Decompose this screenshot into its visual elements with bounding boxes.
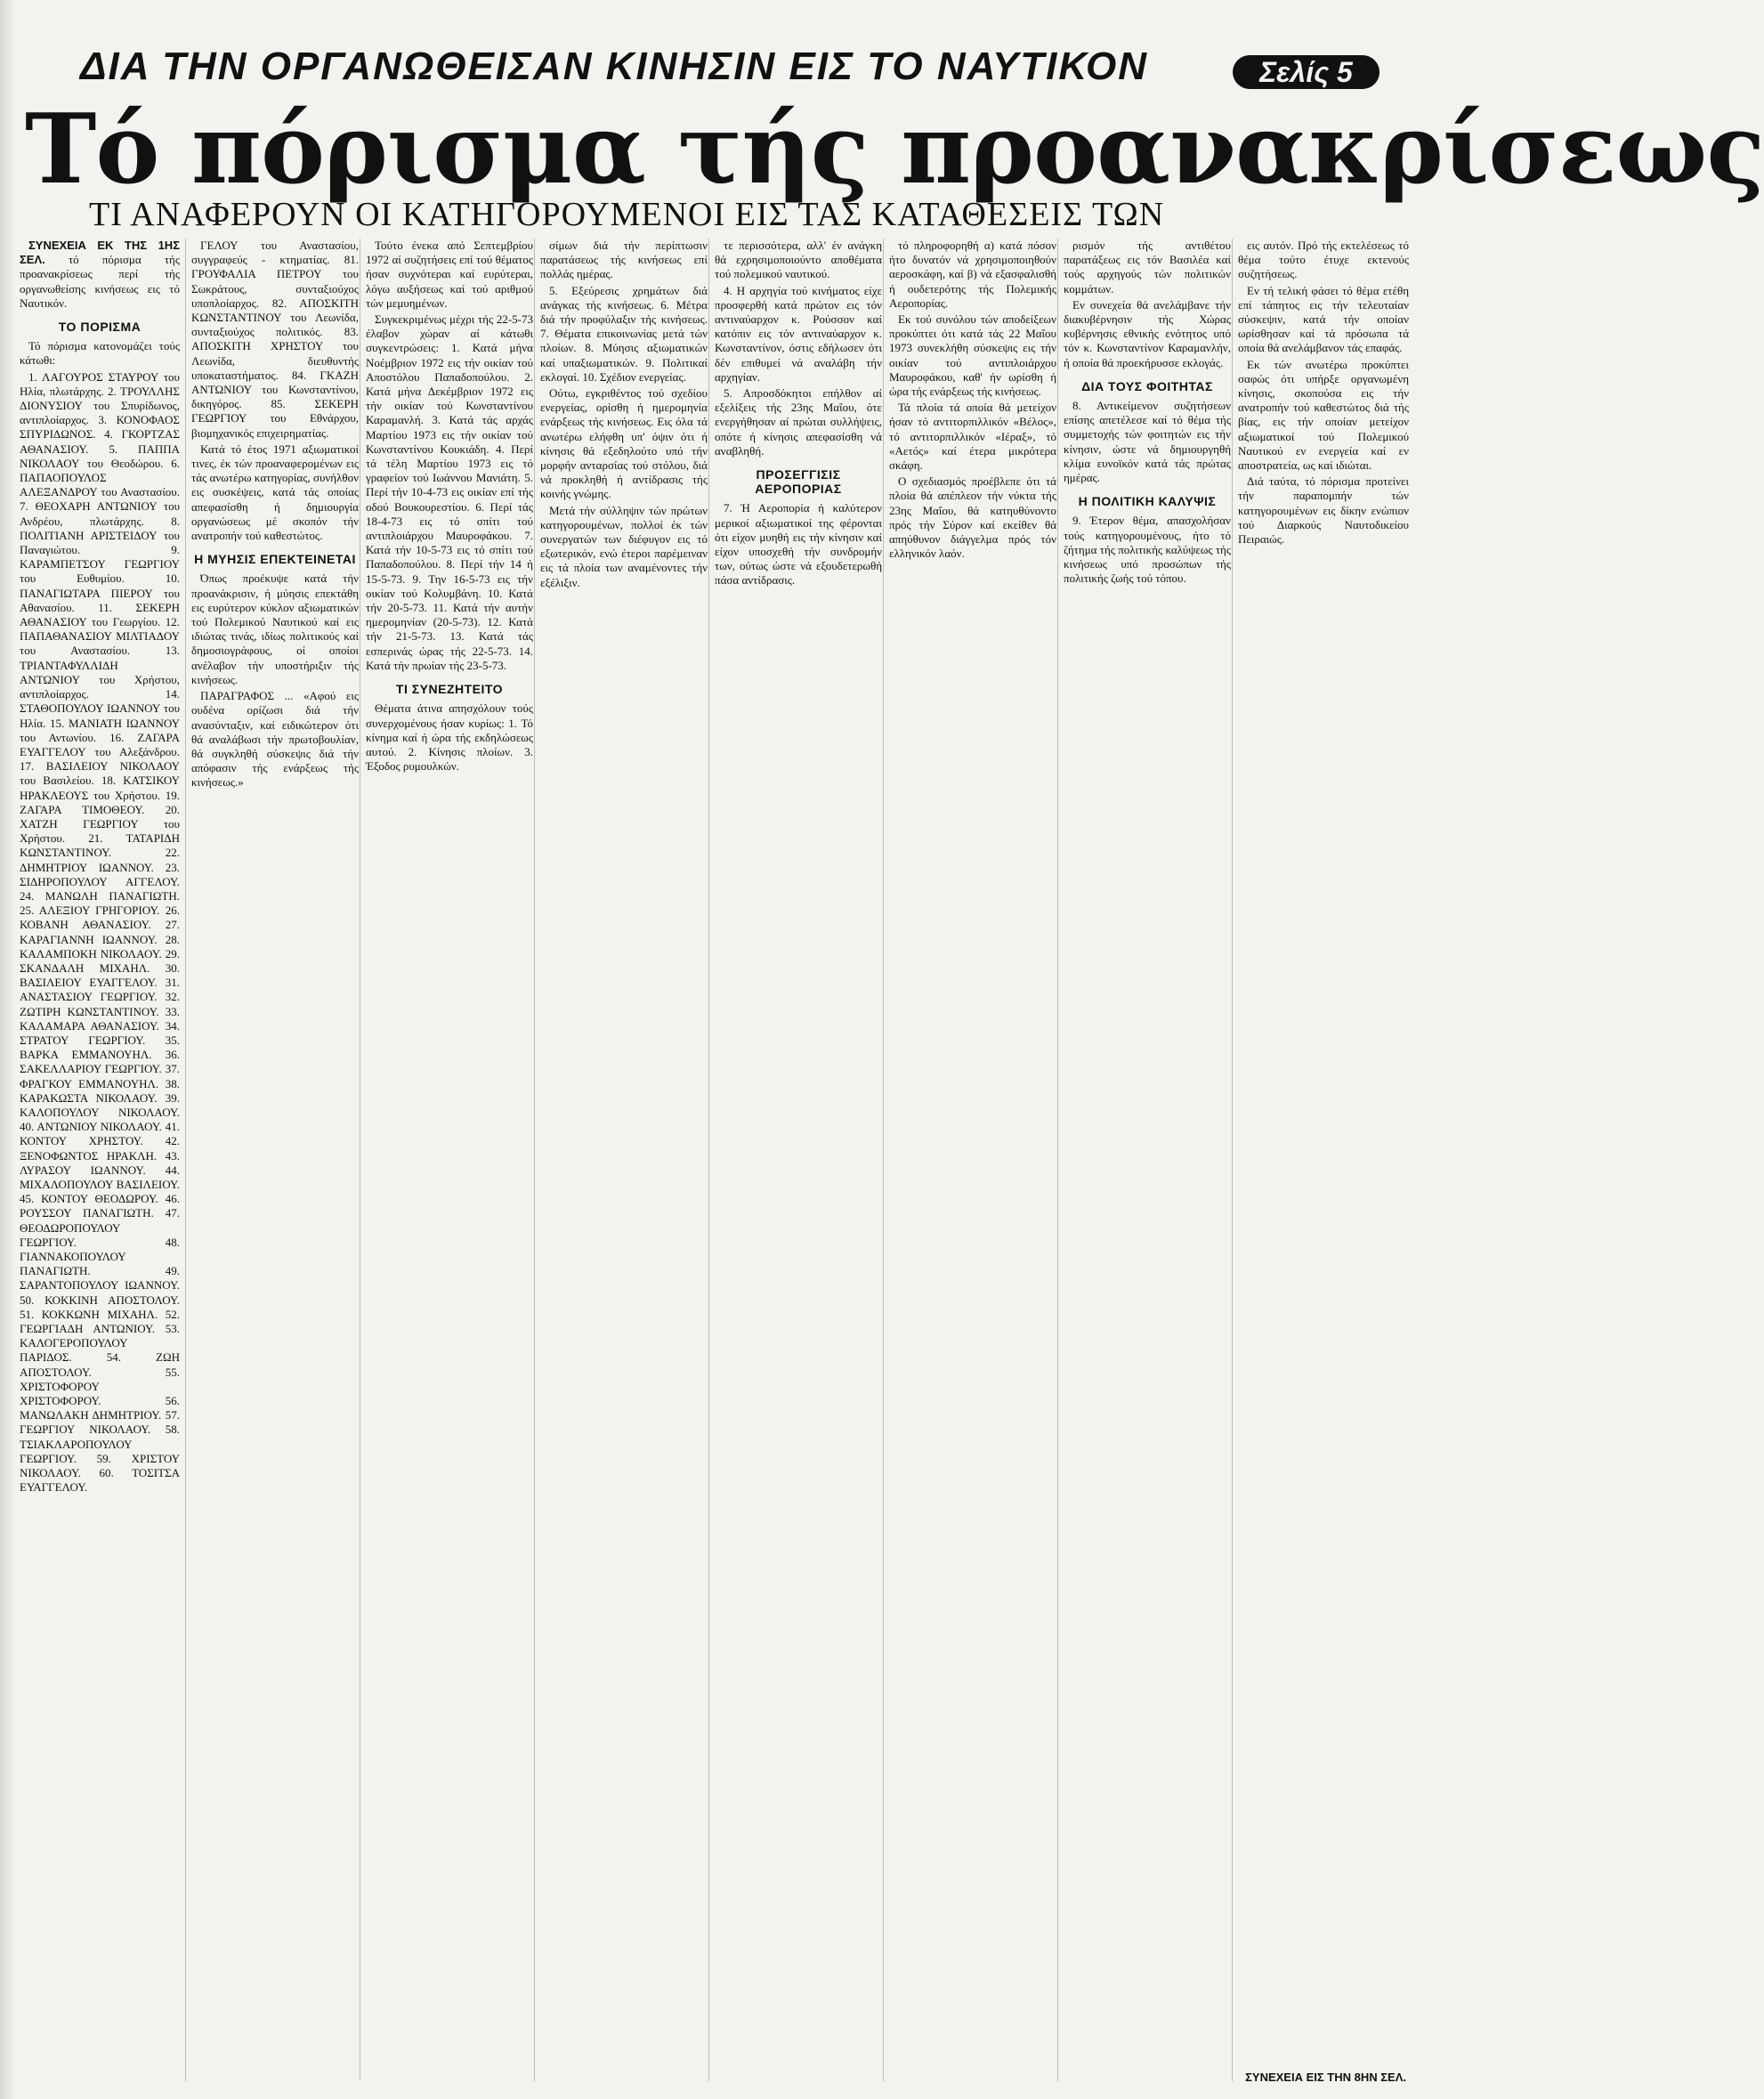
column-text: 5. Απροσδόκητοι επήλθον αί εξελίξεις τής 23ης Μαΐου, ότε ενεργήθησαν αί πρώται συλλήψεις, οπότε ή κίνησις απεφασίσθη νά αναβληθή.	[715, 386, 882, 458]
column-text: 5. Εξεύρεσις χρημάτων διά ανάγκας τής κινήσεως. 6. Μέτρα διά τήν προφύλαξιν τής κινήσεως. 7. Θέματα επικοινωνίας μετά τών πλοίων. 8. Μύησις αξιωματικών καί υπαξιωματικών. 9. Πολιτικαί εκλογαί. 10. Σχέδιον ενεργείας.	[540, 283, 708, 384]
column-3	[360, 239, 533, 2081]
column-text: Εν συνεχεία θά ανελάμβανε τήν διακυβέρνησιν τής Χώρας κυβέρνησις εθνικής ενότητος υπό τόν κ. Κωνσταντίνον Καραμανλήν, ή οποία θά προεκήρυσσε εκλογάς.	[1064, 297, 1231, 369]
adjacent-page-edge	[0, 0, 12, 2099]
continued-on-page-note: ΣΥΝΕΧΕΙΑ ΕΙΣ ΤΗΝ 8ΗΝ ΣΕΛ.	[1245, 2071, 1406, 2084]
column-6	[883, 239, 1056, 2081]
column-text: Εκ τού συνόλου τών αποδείξεων προκύπτει ότι κατά τάς 22 Μαΐου 1973 συνεκλήθη σύσκεψις εις τήν οικίαν τού αντιπλοιάρχου Μαυροφάκου, καθ' ήν ωρίσθη ή ώρα τής ενάρξεως τής κινήσεως.	[889, 312, 1056, 399]
column-text: ΠΑΡΑΓΡΑΦΟΣ ... «Αφού εις ουδένα ορίζωσι διά τήν ανασύνταξιν, καί ειδικώτερον ότι θά αναλάβωσι τήν πρωτοβουλίαν, θά συγκληθή σύσκεψις διά τήν απόφασιν τής ενάρξεως τής κινήσεως.»	[191, 689, 359, 790]
column-8	[1232, 239, 1409, 2081]
column-text: Εν τή τελική φάσει τό θέμα ετέθη επί τάπητος εις τήν τελευταίαν σύσκεψιν, κατά τήν οποίαν ωρίσθησαν καί τά πρόσωπα τά οποία θά ανελάμβανον τάς επαφάς.	[1238, 283, 1409, 355]
section-heading: ΠΡΟΣΕΓΓΙΣΙΣ ΑΕΡΟΠΟΡΙΑΣ	[755, 467, 842, 497]
section-heading: ΔΙΑ ΤΟΥΣ ΦΟΙΤΗΤΑΣ	[1081, 378, 1213, 393]
kicker-headline: ΔΙΑ ΤΗΝ ΟΡΓΑΝΩΘΕΙΣΑΝ ΚΙΝΗΣΙΝ ΕΙΣ ΤΟ ΝΑΥΤΙΚΟΝ	[79, 45, 1149, 88]
column-text: ρισμόν τής αντιθέτου παρατάξεως εις τόν Βασιλέα καί τούς αρχηγούς τών πολιτικών κομμάτων.	[1064, 239, 1231, 296]
defendants-list: 1. ΛΑΓΟΥΡΟΣ ΣΤΑΥΡΟΥ του Ηλία, πλωτάρχης. 2. ΤΡΟΥΛΛΗΣ ΔΙΟΝΥΣΙΟΥ του Σπυρίδωνος, αντιπλοίαρχος. 3. ΚΟΝΟΦΑΟΣ ΣΠΥΡΙΔΩΝΟΣ. 4. ΓΚΟΡΤΖΑΣ ΑΘΑΝΑΣΙΟΥ. 5. ΠΑΠΠΑ ΝΙΚΟΛΑΟΥ του Θεοδώρου. 6. ΠΑΠΑΟΠΟΥΛΟΣ ΑΛΕΞΑΝΔΡΟΥ του Αναστασίου. 7. ΘΕΟΧΑΡΗ ΑΝΤΩΝΙΟΥ του Ανδρέου, πλωτάρχης. 8. ΠΟΛΙΤΙΑΝΗ ΑΡΙΣΤΕΙΔΟΥ του Παναγιώτου. 9. ΚΑΡΑΜΠΕΤΣΟΥ ΓΕΩΡΓΙΟΥ του Ευθυμίου. 10. ΠΑΝΑΓΙΩΤΑΡΑ ΠΙΕΡΟΥ του Αθανασίου. 11. ΣΕΚΕΡΗ ΑΘΑΝΑΣΙΟΥ του Γεωργίου. 12. ΠΑΠΑΘΑΝΑΣΙΟΥ ΜΙΛΤΙΑΔΟΥ του Αναστασίου. 13. ΤΡΙΑΝΤΑΦΥΛΛΙΔΗ ΑΝΤΩΝΙΟΥ του Χρήστου, αντιπλοίαρχος. 14. ΣΤΑΘΟΠΟΥΛΟΥ ΙΩΑΝΝΟΥ του Ηλία. 15. ΜΑΝΙΑΤΗ ΙΩΑΝΝΟΥ του Αντωνίου. 16. ΖΑΓΑΡΑ ΕΥΑΓΓΕΛΟΥ του Αλεξάνδρου. 17. ΒΑΣΙΛΕΙΟΥ ΝΙΚΟΛΑΟΥ του Βασιλείου. 18. ΚΑΤΣΙΚΟΥ ΗΡΑΚΛΕΟΥΣ του Χρήστου. 19. ΖΑΓΑΡΑ ΤΙΜΟΘΕΟΥ. 20. ΧΑΤΖΗ ΓΕΩΡΓΙΟΥ του Χρήστου. 21. ΤΑΤΑΡΙΔΗ ΚΩΝΣΤΑΝΤΙΝΟΥ. 22. ΔΗΜΗΤΡΙΟΥ ΙΩΑΝΝΟΥ. 23. ΣΙΔΗΡΟΠΟΥΛΟΥ ΑΓΓΕΛΟΥ. 24. ΜΑΝΩΛΗ ΠΑΝΑΓΙΩΤΗ. 25. ΑΛΕΞΙΟΥ ΓΡΗΓΟΡΙΟΥ. 26. ΚΟΒΑΝΗ ΑΘΑΝΑΣΙΟΥ. 27. ΚΑΡΑΓΙΑΝΝΗ ΙΩΑΝΝΟΥ. 28. ΚΑΛΑΜΠΟΚΗ ΝΙΚΟΛΑΟΥ. 29. ΣΚΑΝΔΑΛΗ ΜΙΧΑΗΛ. 30. ΒΑΣΙΛΕΙΟΥ ΕΥΑΓΓΕΛΟΥ. 31. ΑΝΑΣΤΑΣΙΟΥ ΓΕΩΡΓΙΟΥ. 32. ΖΩΤΙΡΗ ΚΩΝΣΤΑΝΤΙΝΟΥ. 33. ΚΑΛΑΜΑΡΑ ΑΘΑΝΑΣΙΟΥ. 34. ΣΤΡΑΤΟΥ ΓΕΩΡΓΙΟΥ. 35. ΒΑΡΚΑ ΕΜΜΑΝΟΥΗΛ. 36. ΣΑΚΕΛΛΑΡΙΟΥ ΓΕΩΡΓΙΟΥ. 37. ΦΡΑΓΚΟΥ ΕΜΜΑΝΟΥΗΛ. 38. ΚΑΡΑΚΩΣΤΑ ΝΙΚΟΛΑΟΥ. 39. ΚΑΛΟΠΟΥΛΟΥ ΝΙΚΟΛΑΟΥ. 40. ΑΝΤΩΝΙΟΥ ΝΙΚΟΛΑΟΥ. 41. ΚΟΝΤΟΥ ΧΡΗΣΤΟΥ. 42. ΞΕΝΟΦΩΝΤΟΣ ΗΡΑΚΛΗ. 43. ΛΥΡΑΣΟΥ ΙΩΑΝΝΟΥ. 44. ΜΙΧΑΛΟΠΟΥΛΟΥ ΒΑΣΙΛΕΙΟΥ. 45. ΚΟΝΤΟΥ ΘΕΟΔΩΡΟΥ. 46. ΡΟΥΣΣΟΥ ΠΑΝΑΓΙΩΤΗ. 47. ΘΕΟΔΩΡΟΠΟΥΛΟΥ ΓΕΩΡΓΙΟΥ. 48. ΓΙΑΝΝΑΚΟΠΟΥΛΟΥ ΠΑΝΑΓΙΩΤΗ. 49. ΣΑΡΑΝΤΟΠΟΥΛΟΥ ΙΩΑΝΝΟΥ. 50. ΚΟΚΚΙΝΗ ΑΠΟΣΤΟΛΟΥ. 51. ΚΟΚΚΩΝΗ ΜΙΧΑΗΛ. 52. ΓΕΩΡΓΙΑΔΗ ΑΝΤΩΝΙΟΥ. 53. ΚΑΛΟΓΕΡΟΠΟΥΛΟΥ ΠΑΡΙΔΟΣ. 54. ΖΩΗ ΑΠΟΣΤΟΛΟΥ. 55. ΧΡΙΣΤΟΦΟΡΟΥ ΧΡΙΣΤΟΦΟΡΟΥ. 56. ΜΑΝΩΛΑΚΗ ΔΗΜΗΤΡΙΟΥ. 57. ΓΕΩΡΓΙΟΥ ΝΙΚΟΛΑΟΥ. 58. ΤΣΙΑΚΛΑΡΟΠΟΥΛΟΥ ΓΕΩΡΓΙΟΥ. 59. ΧΡΙΣΤΟΥ ΝΙΚΟΛΑΟΥ. 60. ΤΟΣΙΤΣΑ ΕΥΑΓΓΕΛΟΥ.	[20, 369, 180, 1495]
column-text: 7. Ή Αεροπορία ή καλύτερον μερικοί αξιωματικοί της φέρονται ότι είχον μυηθή εις τήν κίνησιν καί είχον υποσχεθή τήν συνδρομήν των, ούτως ώστε νά εξουδετερωθή πάσα αντίδρασις.	[715, 501, 882, 588]
section-heading: Η ΜΥΗΣΙΣ ΕΠΕΚΤΕΙΝΕΤΑΙ	[194, 552, 356, 567]
column-text: Τά πλοία τά οποία θά μετείχον ήσαν τό αντιτορπιλλικόν «Βέλος», τό αντιτορπιλλικόν «Ιέραξ», τό «Αετός» καί έτερα μικρότερα σκάφη.	[889, 401, 1056, 473]
column-text: Κατά τό έτος 1971 αξιωματικοί τινες, έκ τών προαναφερομένων εις τάς ανωτέρω κατηγορίας, συνήλθον εις συσκέψεις, κατά τάς οποίας απεφασίσθη ή δημιουργία οργανώσεως μέ σκοπόν τήν ανατροπήν τού καθεστώτος.	[191, 442, 359, 543]
column-text: Ούτω, εγκριθέντος τού σχεδίου ενεργείας, ορίσθη ή ημερομηνία ενάρξεως τής κινήσεως. Εις όλα τά ανωτέρω ελήφθη υπ' όψιν ότι ή κίνησις θά εξεδηλούτο υπό τήν μορφήν ανταρσίας τού στόλου, διά νά προκληθή ή αντίδρασις τής κοινής γνώμης.	[540, 386, 708, 501]
column-text: 4. Η αρχηγία τού κινήματος είχε προσφερθή κατά πρώτον εις τόν αντιναύαρχον κ. Ρούσσον καί κατόπιν εις τόν αντιναύαρχον κ. Κωνσταντίνον, όστις εδήλωσεν ότι δέν επιθυμεί νά αναλάβη τήν αρχηγίαν.	[715, 283, 882, 384]
column-text: Τούτο ένεκα από Σεπτεμβρίου 1972 αί συζητήσεις επί τού θέματος ήσαν συχνότεραι καί ευρύτεραι, λόγω αυξήσεως καί τού αριθμού τών μεμυημένων.	[366, 239, 533, 310]
column-text: σίμων διά τήν περίπτωσιν παρατάσεως τής κινήσεως επί πολλάς ημέρας.	[540, 239, 708, 281]
column-text: Εκ τών ανωτέρω προκύπτει σαφώς ότι υπήρξε οργανωμένη κίνησις, σκοπούσα εις τήν ανατροπήν τού καθεστώτος διά τής βίας, εις τήν οποίαν μετείχον αξιωματικοί τού Πολεμικού Ναυτικού εν ενεργεία καί εν αποστρατεία, ως καί ιδιώται.	[1238, 357, 1409, 473]
article-columns	[20, 239, 1410, 2081]
column-2	[185, 239, 359, 2081]
column-text: ΓΕΛΟΥ του Αναστασίου, συγγραφεύς - κτηματίας. 81. ΓΡΟΥΦΑΛΙΑ ΠΕΤΡΟΥ του Σωκράτους, συνταξιούχος υποπλοίαρχος. 82. ΑΠΟΣΚΙΤΗ ΚΩΝΣΤΑΝΤΙΝΟΥ του Λεωνίδα, συνταξιούχος πολιτικός. 83. ΑΠΟΣΚΙΤΗ ΧΡΗΣΤΟΥ του Λεωνίδα, διευθυντής υποκαταστήματος. 84. ΓΚΑΖΗ ΑΝΤΩΝΙΟΥ του Κωνσταντίνου, δικηγόρος. 85. ΣΕΚΕΡΗ ΓΕΩΡΓΙΟΥ του Εθνάρχου, βιομηχανικός επιχειρηματίας.	[191, 239, 359, 440]
column-text: Θέματα άτινα απησχόλουν τούς συνερχομένους ήσαν κυρίως: 1. Τό κίνημα καί ή ώρα τής εκδηλώσεως αυτού. 2. Κίνησις πλοίων. 3. Έξοδος ρυμουλκών.	[366, 701, 533, 774]
column-1	[20, 239, 180, 2081]
main-headline: Τό πόρισμα τής προανακρίσεως	[25, 93, 1764, 206]
section-heading: ΤΙ ΣΥΝΕΖΗΤΕΙΤΟ	[395, 682, 504, 697]
column-text: τό πληροφορηθή α) κατά πόσον ήτο δυνατόν νά χρησιμοποιηθούν αεροσκάφη, καί β) νά εξασφαλισθή ή ουδετερότης τής Πολεμικής Αεροπορίας.	[889, 239, 1056, 310]
column-text: 9. Έτερον θέμα, απασχολήσαν τούς κατηγορουμένους, ήτο τό ζήτημα τής πολιτικής καλύψεως τής κινήσεως υπό προσώπων τής πολιτικής ζωής τού τόπου.	[1064, 514, 1231, 586]
subheadline: ΤΙ ΑΝΑΦΕΡΟΥΝ ΟΙ ΚΑΤΗΓΟΡΟΥΜΕΝΟΙ ΕΙΣ ΤΑΣ ΚΑΤΑΘΕΣΕΙΣ ΤΩΝ	[89, 196, 1165, 233]
column-text: τε περισσότερα, αλλ' έν ανάγκη θά εχρησιμοποιούντο αποθέματα τού πολεμικού ναυτικού.	[715, 239, 882, 281]
column-text: τό πόρισμα τής προανακρίσεως περί τής οργανωθείσης κινήσεως εις τό Ναυτικόν.	[20, 253, 181, 310]
column-4	[534, 239, 708, 2081]
column-text: Διά ταύτα, τό πόρισμα προτείνει τήν παραπομπήν τών κατηγορουμένων εις δίκην ενώπιον τού Διαρκούς Ναυτοδικείου Πειραιώς.	[1238, 474, 1409, 547]
column-text: Τό πόρισμα κατονομάζει τούς κάτωθι:	[20, 339, 180, 368]
column-text: Ο σχεδιασμός προέβλεπε ότι τά πλοία θά απέπλεον τήν νύκτα τής 23ης Μαΐου, θά κατηυθύνοντο πρός τήν Σύρον καί εκείθεν θά απηύθυνον διάγγελμα πρός τόν ελληνικόν λαόν.	[889, 474, 1056, 561]
continuation-note: ΣΥΝΕΧΕΙΑ ΕΚ ΤΗΣ 1ΗΣ ΣΕΛ.	[20, 239, 180, 267]
column-text: Μετά τήν σύλληψιν τών πρώτων κατηγορουμένων, πολλοί έκ τών συνεργατών των διέφυγον εις τό εξωτερικόν, ενώ έτεροι παρέμειναν εις τά πλοία των αναμένοντες τήν εξέλιξιν.	[540, 503, 708, 589]
column-7	[1057, 239, 1231, 2081]
column-text: 8. Αντικείμενον συζητήσεων επίσης απετέλεσε καί τό θέμα τής συμμετοχής τών φοιτητών εις τήν κίνησιν, ώστε νά δημιουργηθή κλίμα ευνοϊκόν κατά τάς πρώτας ημέρας.	[1064, 399, 1231, 485]
column-text: εις αυτόν. Πρό τής εκτελέσεως τό θέμα τούτο έτυχε εκτενούς συζητήσεως.	[1238, 239, 1409, 281]
page-number-badge: Σελίς 5	[1233, 55, 1380, 89]
column-text: Όπως προέκυψε κατά τήν προανάκρισιν, ή μύησις επεκτάθη εις ευρύτερον κύκλον αξιωματικών τού Πολεμικού Ναυτικού καί εις ιδιώτας τινάς, ιδίως πολιτικούς καί δημοσιογράφους, οί οποίοι ανέλαβον τήν υποστήριξιν τής κινήσεως.	[191, 571, 359, 686]
section-heading: ΤΟ ΠΟΡΙΣΜΑ	[58, 320, 142, 335]
section-heading: Η ΠΟΛΙΤΙΚΗ ΚΑΛΥΨΙΣ	[1078, 494, 1217, 509]
column-5	[708, 239, 882, 2081]
column-text: Συγκεκριμένως μέχρι τής 22-5-73 έλαβον χώραν αί κάτωθι συγκεντρώσεις: 1. Κατά μήνα Νοέμβριον 1972 εις τήν οικίαν τού Αποστόλου Παπαδοπούλου. 2. Κατά μήνα Δεκέμβριον 1972 εις τήν οικίαν τού Κωνσταντίνου Καραμανλή. 3. Κατά τάς αρχάς Μαρτίου 1973 εις τήν οικίαν τού Κωνσταντίνου Κουκιάδη. 4. Περί τά τέλη Μαρτίου 1973 εις τό γραφείον τού Ιωάννου Μανιάτη. 5. Περί τήν 10-4-73 εις οικίαν επί τής οδού Βουκουρεστίου. 6. Περί τάς 18-4-73 εις τό σπίτι τού αντιπλοιάρχου Μαυροφάκου. 7. Κατά τήν 10-5-73 εις τό σπίτι τού Παπαδοπούλου. 8. Περί τήν 14 ή 15-5-73. 9. Την 16-5-73 εις τήν οικίαν τού Κολυμβάνη. 10. Κατά τήν 20-5-73. 11. Κατά τήν αυτήν ημερομηνίαν (20-5-73). 12. Κατά τήν 21-5-73. 13. Κατά τάς εσπερινάς ώρας τής 22-5-73. 14. Κατά τήν πρωίαν τής 23-5-73.	[366, 312, 533, 672]
